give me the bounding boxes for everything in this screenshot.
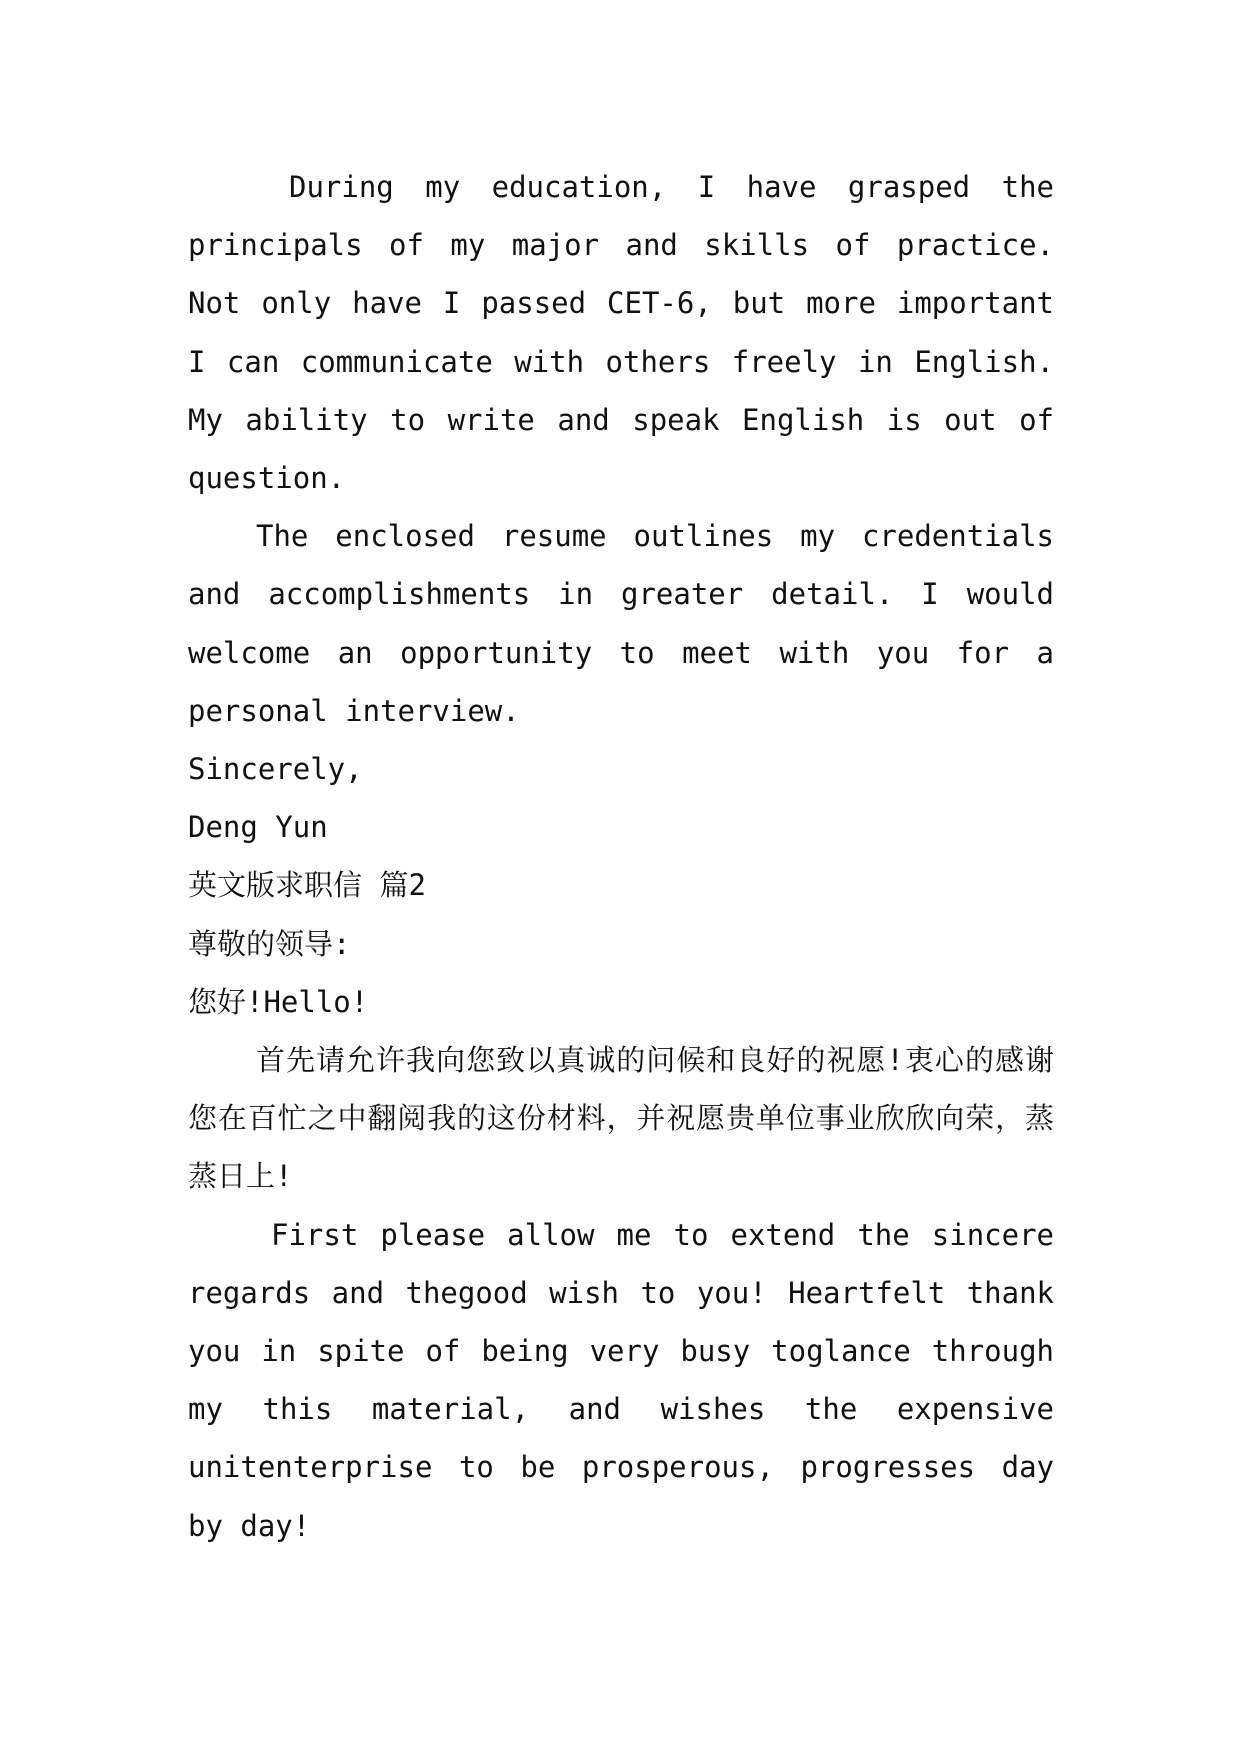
- paragraph-english-regards: First please allow me to extend the sincere regards and thegood wish to you! Heartfelt thank you in spite of being very busy toglance through my this material, and wishes the expensive unitenterprise to be prosperous, progresses day by day!: [188, 1217, 1054, 1543]
- closing-sincerely: Sincerely,: [188, 752, 363, 787]
- paragraph-resume: The enclosed resume outlines my credentials and accomplishments in greater detail. I would welcome an opportunity to meet with you for a personal interview.: [188, 519, 1054, 728]
- signature-name: Deng Yun: [188, 810, 328, 845]
- greeting: 您好!Hello!: [188, 984, 369, 1019]
- paragraph-chinese-regards: 首先请允许我向您致以真诚的问候和良好的祝愿!衷心的感谢您在百忙之中翻阅我的这份材料，并祝愿贵单位事业欣欣向荣，蒸蒸日上!: [188, 1043, 1054, 1194]
- salutation: 尊敬的领导:: [188, 926, 351, 961]
- section-heading: 英文版求职信 篇2: [188, 868, 426, 903]
- document-body: [188, 158, 1054, 1555]
- paragraph-education: During my education, I have grasped the principals of my major and skills of practice. Not only have I passed CET-6, but more important I can communicate with others freely in English. My ability to write and speak English is out of question.: [188, 170, 1054, 496]
